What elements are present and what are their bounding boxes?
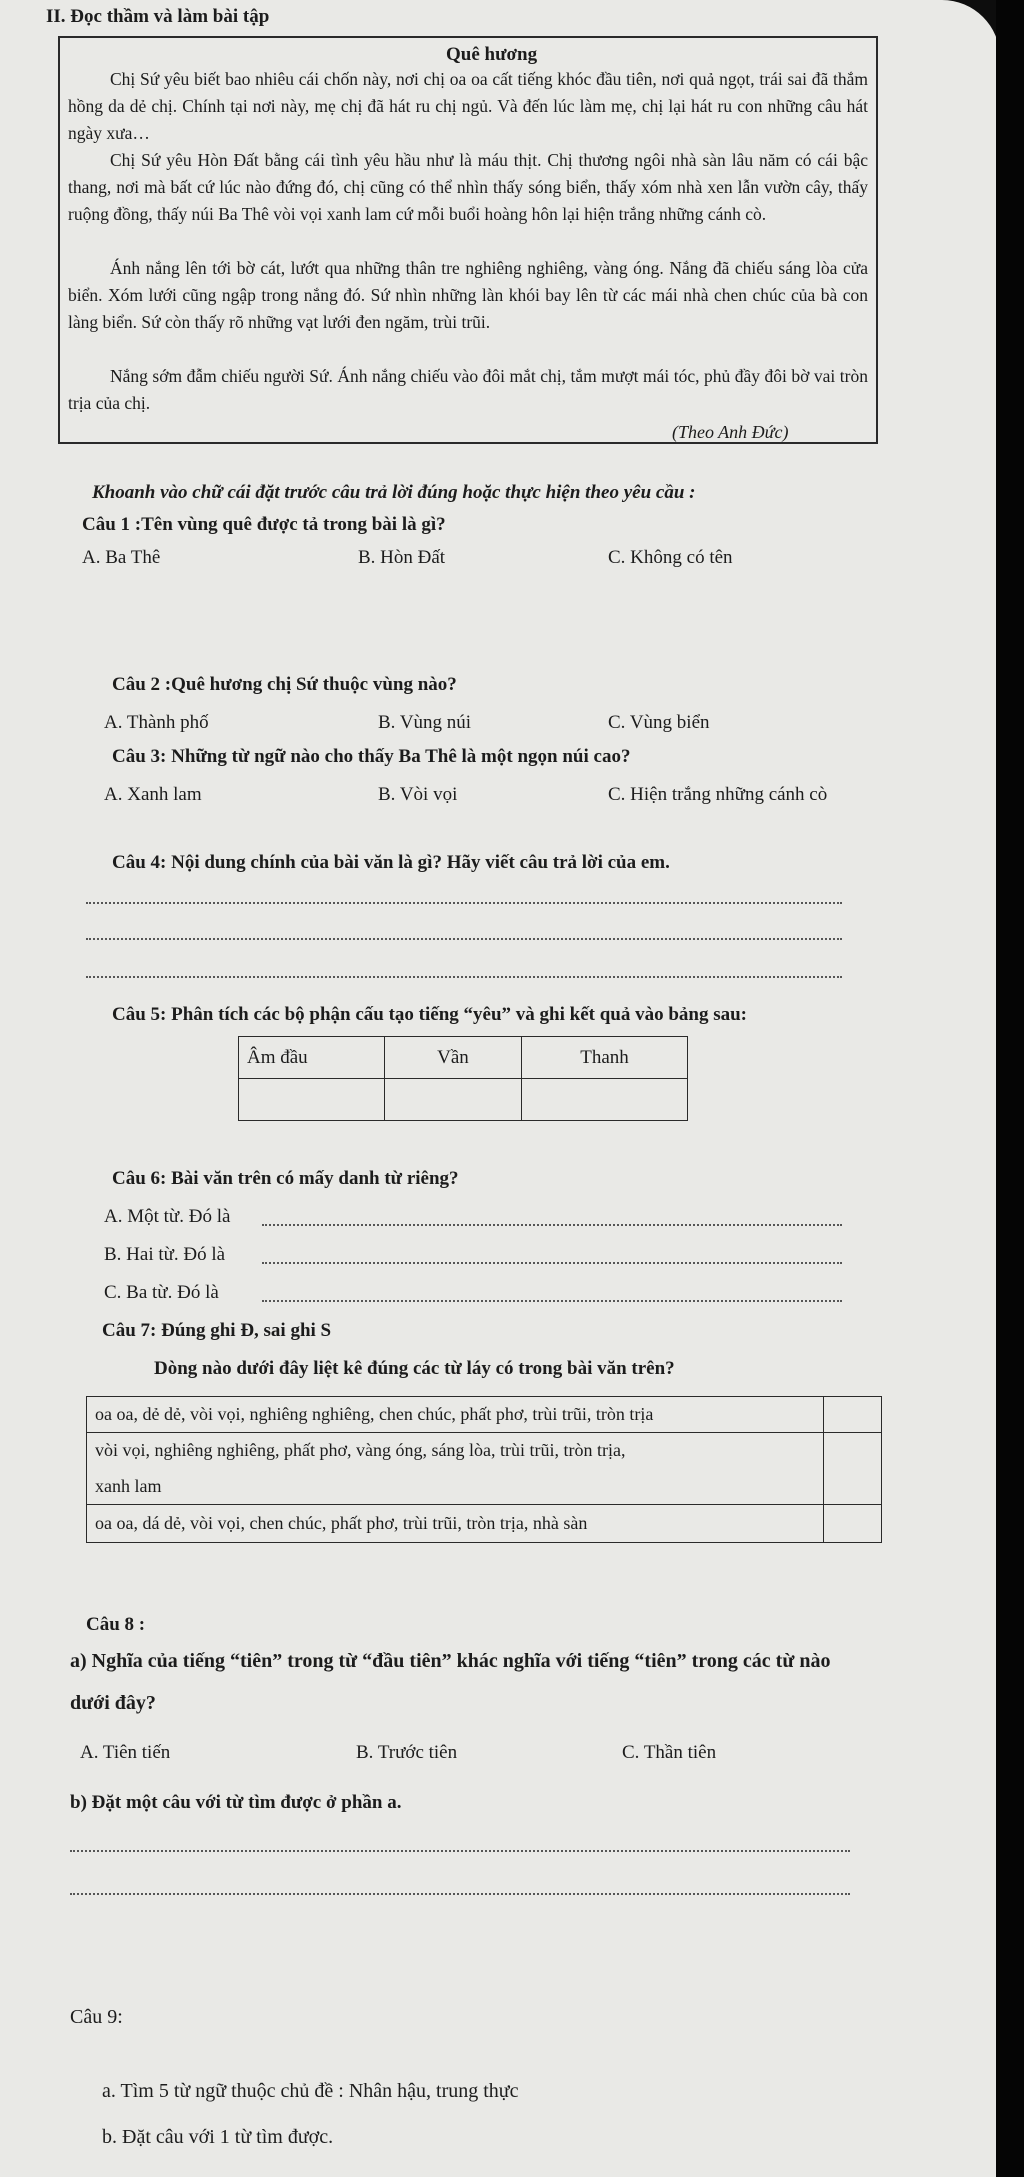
- q2-question: Câu 2 :Quê hương chị Sứ thuộc vùng nào?: [112, 674, 457, 695]
- q8-answer-line-2[interactable]: [70, 1893, 850, 1895]
- q8-option-c[interactable]: C. Thần tiên: [622, 1742, 717, 1763]
- passage-paragraph-2: Chị Sứ yêu Hòn Đất bằng cái tình yêu hầu như là máu thịt. Chị thương ngôi nhà sàn lâu năm có cái bậc thang, nơi mà bất cứ lúc nào đứng đó, chị cũng có thể nhìn thấy sóng biển, thấy xóm nhà xen lẫn vườn cây, thấy ruộng đồng, thấy núi Ba Thê vòi vọi xanh lam cứ mỗi buổi hoàng hôn lại hiện trắng những cánh cò.: [68, 150, 868, 224]
- q6-option-b[interactable]: B. Hai từ. Đó là: [104, 1244, 226, 1265]
- q8-option-b[interactable]: B. Trước tiên: [356, 1742, 458, 1763]
- passage-paragraph-1: Chị Sứ yêu biết bao nhiêu cái chốn này, nơi chị oa oa cất tiếng khóc đầu tiên, nơi quả ngọt, trái sai đã thắm hồng da dẻ chị. Chính tại nơi này, mẹ chị đã hát ru chị ngủ. Và đến lúc làm mẹ, chị lại hát ru con những câu hát ngày xưa…: [68, 69, 868, 143]
- q2-option-a[interactable]: A. Thành phố: [104, 712, 209, 733]
- q3-question: Câu 3: Những từ ngữ nào cho thấy Ba Thê là một ngọn núi cao?: [112, 746, 631, 767]
- q8-part-a: a) Nghĩa của tiếng “tiên” trong từ “đầu tiên” khác nghĩa với tiếng “tiên” trong các từ nào: [70, 1650, 831, 1672]
- q8-option-a[interactable]: A. Tiên tiến: [80, 1742, 171, 1763]
- q5-cell-van[interactable]: [384, 1079, 521, 1121]
- q3-option-c[interactable]: C. Hiện trắng những cánh cò: [608, 784, 828, 805]
- q1-option-c[interactable]: C. Không có tên: [608, 547, 733, 568]
- q5-cell-thanh[interactable]: [522, 1079, 688, 1121]
- q5-header-am-dau: Âm đầu: [239, 1037, 385, 1079]
- q8-answer-line-1[interactable]: [70, 1850, 850, 1852]
- q6-answer-line-b[interactable]: [262, 1262, 842, 1264]
- q5-cell-am-dau[interactable]: [239, 1079, 385, 1121]
- q1-option-a[interactable]: A. Ba Thê: [82, 547, 161, 568]
- q7-row-1: oa oa, dẻ dẻ, vòi vọi, nghiêng nghiêng, chen chúc, phất phơ, trùi trũi, tròn trịa: [87, 1397, 824, 1433]
- q1-option-b[interactable]: B. Hòn Đất: [358, 547, 446, 568]
- q7-row-2: vòi vọi, nghiêng nghiêng, phất phơ, vàng óng, sáng lòa, trùi trũi, tròn trịa,: [87, 1433, 824, 1469]
- q7-answer-1[interactable]: [824, 1397, 882, 1433]
- q6-question: Câu 6: Bài văn trên có mấy danh từ riêng?: [112, 1168, 459, 1189]
- q1-question: Câu 1 :Tên vùng quê được tả trong bài là gì?: [82, 514, 446, 535]
- q9-item-a: a. Tìm 5 từ ngữ thuộc chủ đề : Nhân hậu, trung thực: [102, 2080, 519, 2102]
- q8-part-a-cont: dưới đây?: [70, 1692, 156, 1714]
- q7-table: [86, 1396, 882, 1543]
- q4-answer-line-3[interactable]: [86, 976, 842, 978]
- passage-title: Quê hương: [446, 44, 538, 65]
- q5-question: Câu 5: Phân tích các bộ phận cấu tạo tiếng “yêu” và ghi kết quả vào bảng sau:: [112, 1004, 748, 1025]
- q2-option-b[interactable]: B. Vùng núi: [378, 712, 472, 733]
- q5-header-thanh: Thanh: [522, 1037, 688, 1079]
- q3-option-b[interactable]: B. Vòi vọi: [378, 784, 458, 805]
- instruction: Khoanh vào chữ cái đặt trước câu trả lời đúng hoặc thực hiện theo yêu cầu :: [92, 482, 696, 503]
- q4-answer-line-2[interactable]: [86, 938, 842, 940]
- q4-answer-line-1[interactable]: [86, 902, 842, 904]
- q6-answer-line-c[interactable]: [262, 1300, 842, 1302]
- passage-source: (Theo Anh Đức): [672, 422, 789, 442]
- q7-answer-2-cont: [824, 1469, 882, 1505]
- q4-question: Câu 4: Nội dung chính của bài văn là gì? Hãy viết câu trả lời của em.: [112, 852, 670, 873]
- q9-title: Câu 9:: [70, 2006, 123, 2028]
- q6-option-a[interactable]: A. Một từ. Đó là: [104, 1206, 231, 1227]
- q7-prompt: Dòng nào dưới đây liệt kê đúng các từ láy có trong bài văn trên?: [154, 1358, 675, 1379]
- q7-answer-2[interactable]: [824, 1433, 882, 1469]
- q7-question: Câu 7: Đúng ghi Đ, sai ghi S: [102, 1320, 332, 1341]
- q7-row-3: oa oa, dá dẻ, vòi vọi, chen chúc, phất phơ, trùi trũi, tròn trịa, nhà sàn: [87, 1505, 824, 1543]
- q6-answer-line-a[interactable]: [262, 1224, 842, 1226]
- q3-option-a[interactable]: A. Xanh lam: [104, 784, 202, 805]
- q7-answer-3[interactable]: [824, 1505, 882, 1543]
- q7-row-2-cont: xanh lam: [87, 1469, 824, 1505]
- q2-option-c[interactable]: C. Vùng biển: [608, 712, 710, 733]
- passage-paragraph-3: Ánh nắng lên tới bờ cát, lướt qua những thân tre nghiêng nghiêng, vàng óng. Nắng đã chiếu sáng lòa cửa biển. Xóm lưới cũng ngập trong nắng đó. Sứ nhìn những làn khói bay lên từ các mái nhà chen chúc của bà con làng biển. Sứ còn thấy rõ những vạt lưới đen ngăm, trùi trũi.: [68, 258, 868, 332]
- passage-paragraph-4: Nắng sớm đẫm chiếu người Sứ. Ánh nắng chiếu vào đôi mắt chị, tắm mượt mái tóc, phủ đầy đôi bờ vai tròn trịa của chị.: [68, 366, 868, 413]
- q8-title: Câu 8 :: [86, 1614, 146, 1635]
- q5-header-van: Vần: [384, 1037, 521, 1079]
- phone-frame-edge: [996, 0, 1024, 2177]
- q9-item-b: b. Đặt câu với 1 từ tìm được.: [102, 2126, 334, 2148]
- q5-table: [238, 1036, 688, 1121]
- section-title: II. Đọc thầm và làm bài tập: [46, 6, 270, 27]
- q8-part-b: b) Đặt một câu với từ tìm được ở phần a.: [70, 1792, 402, 1813]
- q6-option-c[interactable]: C. Ba từ. Đó là: [104, 1282, 219, 1303]
